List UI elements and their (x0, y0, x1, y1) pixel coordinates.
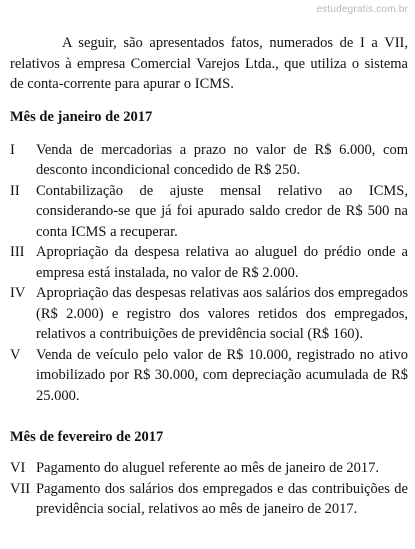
watermark: estudegratis.com.br (316, 4, 408, 15)
item-number: V (10, 346, 21, 363)
list-item (10, 345, 408, 407)
item-number: II (10, 182, 20, 199)
item-text: Contabilização de ajuste mensal relativo ao ICMS, considerando-se que já foi apurado saldo credor de R$ 500 na conta ICMS a recuperar. (36, 182, 408, 240)
item-number: VI (10, 460, 26, 476)
document-body (10, 33, 408, 520)
item-text: Apropriação da despesa relativa ao aluguel do prédio onde a empresa está instalada, no valor de R$ 2.000. (36, 244, 408, 281)
item-text: Venda de mercadorias a prazo no valor de R$ 6.000, com desconto incondicional concedido de R$ 250. (36, 141, 408, 178)
list-item (10, 181, 408, 243)
item-text: Venda de veículo pelo valor de R$ 10.000, registrado no ativo imobilizado por R$ 30.000, com depreciação acumulada de R$ 25.000. (36, 346, 408, 404)
list-item (10, 479, 408, 520)
list-item (10, 458, 408, 479)
section-heading-january: Mês de janeiro de 2017 (10, 108, 153, 125)
intro-paragraph: A seguir, são apresentados fatos, numerados de I a VII, relativos à empresa Comercial Varejos Ltda., que utiliza o sistema de conta-corrente para apurar o ICMS. (10, 35, 408, 92)
item-text: Apropriação das despesas relativas aos salários dos empregados (R$ 2.000) e registro dos valores retidos dos empregados, relativos a contribuições de previdência social (R$ 160). (36, 285, 408, 342)
section-heading-february: Mês de fevereiro de 2017 (10, 429, 164, 445)
item-text: Pagamento do aluguel referente ao mês de janeiro de 2017. (36, 460, 380, 476)
item-text: Pagamento dos salários dos empregados e das contribuições de previdência social, relativos ao mês de janeiro de 2017. (36, 480, 408, 517)
item-number: I (10, 141, 15, 158)
items-list-february (10, 458, 408, 520)
item-number: III (10, 244, 25, 260)
items-list-january (10, 140, 408, 407)
list-item (10, 242, 408, 283)
item-number: IV (10, 285, 26, 301)
item-number: VII (10, 480, 31, 497)
list-item (10, 283, 408, 345)
list-item (10, 140, 408, 181)
